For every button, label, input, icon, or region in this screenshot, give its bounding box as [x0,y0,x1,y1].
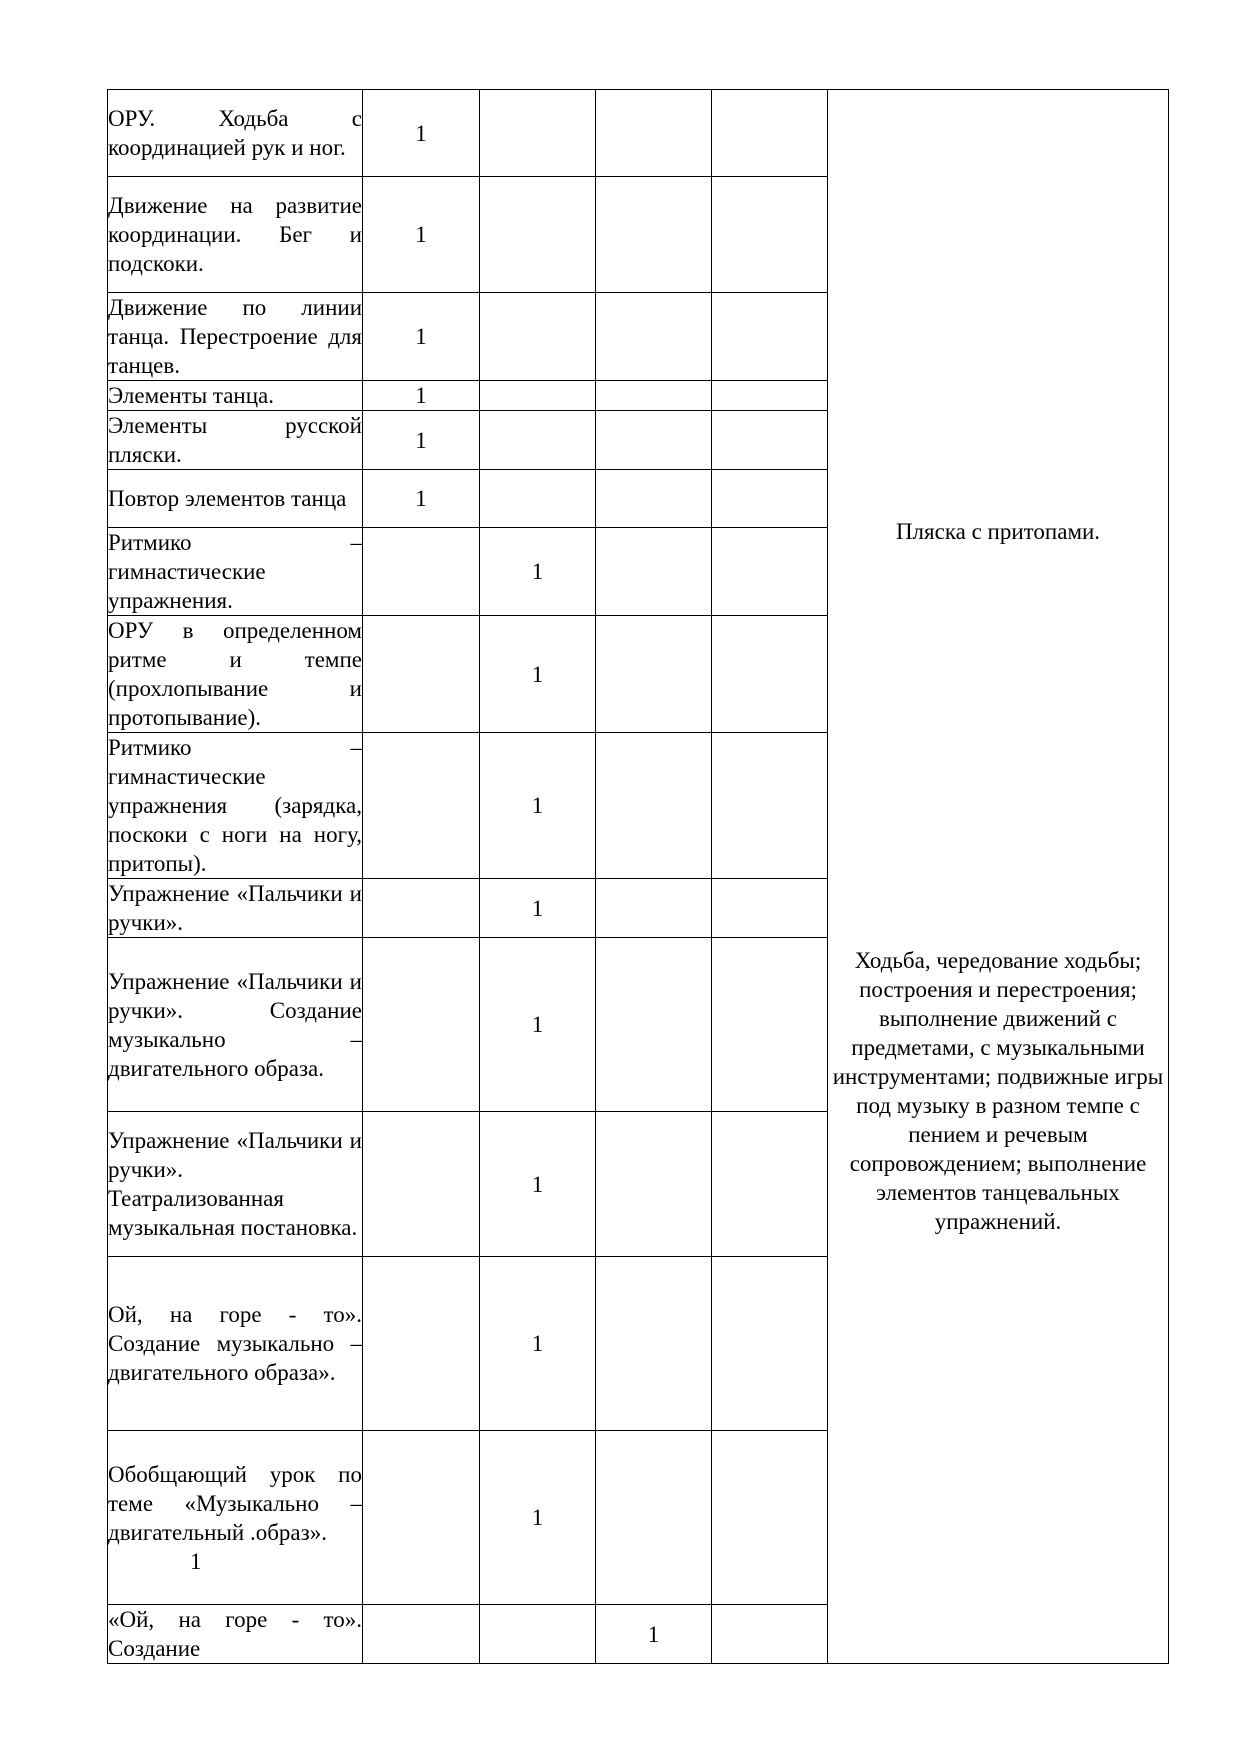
activities-note-dance: Пляска с притопами. [895,519,1101,544]
lesson-topic-cell [108,470,363,528]
lesson-topic-cell [108,293,363,381]
table-row [108,90,1169,177]
hours-cell [712,1605,828,1664]
lesson-topic-text: ОРУ в определенном ритме и темпе (прохлопывание и протопывание). [108,618,362,730]
hours-cell: 1 [480,1257,596,1431]
hours-cell: 1 [480,616,596,733]
hours-cell [596,733,712,879]
lesson-topic-cell [108,938,363,1112]
hours-cell [712,470,828,528]
lesson-topic-text: Повтор элементов танца [108,486,347,511]
hours-cell [596,411,712,470]
lesson-topic-cell [108,1112,363,1257]
hours-cell [596,528,712,616]
hours-cell [596,90,712,177]
lesson-topic-text: Ой, на горе - то». Создание музыкально – двигательного образа». [108,1302,362,1385]
lesson-topic-cell [108,90,363,177]
hours-cell [712,938,828,1112]
hours-cell [596,1431,712,1605]
lesson-topic-cell [108,616,363,733]
hours-cell [363,528,480,616]
hours-cell [596,1112,712,1257]
hours-cell [363,1112,480,1257]
hours-cell: 1 [596,1605,712,1664]
lesson-topic-text: Упражнение «Пальчики и ручки». [108,881,362,935]
lesson-topic-cell [108,528,363,616]
lesson-topic-text: Элементы танца. [108,383,275,408]
hours-cell [363,938,480,1112]
lesson-topic-tail: 1 [190,1548,202,1574]
hours-cell: 1 [363,470,480,528]
hours-cell [596,177,712,293]
lesson-topic-text: Движение на развитие координации. Бег и подскоки. [108,193,362,276]
hours-cell [712,1257,828,1431]
hours-cell [712,293,828,381]
lesson-topic-text: Упражнение «Пальчики и ручки». Создание музыкально – двигательного образа. [108,968,362,1081]
hours-cell [596,879,712,938]
hours-cell: 1 [480,733,596,879]
hours-cell: 1 [480,528,596,616]
hours-cell: 1 [363,90,480,177]
lesson-topic-text: Движение по линии танца. Перестроение для танцев. [108,295,362,378]
hours-cell [480,1605,596,1664]
lesson-topic-cell [108,1257,363,1431]
hours-cell [363,733,480,879]
hours-cell [363,1605,480,1664]
lesson-topic-text: Упражнение «Пальчики и ручки». Театрализованная музыкальная постановка. [108,1128,362,1240]
hours-cell [480,293,596,381]
hours-cell [363,879,480,938]
hours-cell [712,879,828,938]
lesson-topic-text: ОРУ. Ходьба с координацией рук и ног. [108,106,362,160]
hours-cell: 1 [480,1112,596,1257]
lesson-topic-text: Ритмико – гимнастические упражнения (зарядка, поскоки с ноги на ногу, притопы). [108,735,362,876]
lesson-topic-cell [108,879,363,938]
lesson-topic-cell [108,381,363,411]
hours-cell [363,1431,480,1605]
hours-cell [596,938,712,1112]
hours-cell: 1 [363,177,480,293]
hours-cell [363,1257,480,1431]
lesson-topic-cell [108,1605,363,1664]
lesson-topic-cell [108,1431,363,1605]
hours-cell: 1 [480,879,596,938]
lesson-topic-cell [108,733,363,879]
hours-cell [712,90,828,177]
activities-note-description: Ходьба, чередование ходьбы; построения и перестроения; выполнение движений с предметами, с музыкальными инструментами; подвижные игры под музыку в разном темпе с пением и речевым сопровождением; выполнение элементов танцевальных упражнений. [832,948,1164,1234]
hours-cell [596,381,712,411]
lesson-topic-text: Ритмико – гимнастические упражнения. [108,530,362,613]
hours-cell [712,381,828,411]
hours-cell: 1 [363,381,480,411]
lesson-topic-cell [108,177,363,293]
hours-cell [480,381,596,411]
hours-cell [712,1112,828,1257]
hours-cell: 1 [480,938,596,1112]
lesson-plan-table [107,89,1169,1664]
hours-cell [596,293,712,381]
hours-cell [363,616,480,733]
hours-cell [480,90,596,177]
hours-cell [712,528,828,616]
hours-cell [480,177,596,293]
hours-cell: 1 [363,411,480,470]
lesson-topic-cell [108,411,363,470]
hours-cell [712,1431,828,1605]
hours-cell [712,733,828,879]
hours-cell [712,616,828,733]
hours-cell [712,411,828,470]
activities-cell [828,90,1169,1664]
lesson-topic-text: Обобщающий урок по теме «Музыкально – двигательный .образ». [108,1461,362,1545]
hours-cell [480,411,596,470]
hours-cell: 1 [363,293,480,381]
lesson-topic-text: «Ой, на горе - то». Создание [108,1607,362,1661]
hours-cell [480,470,596,528]
hours-cell [596,470,712,528]
lesson-topic-text: Элементы русской пляски. [108,413,362,467]
hours-cell [712,177,828,293]
hours-cell [596,616,712,733]
hours-cell: 1 [480,1431,596,1605]
hours-cell [596,1257,712,1431]
